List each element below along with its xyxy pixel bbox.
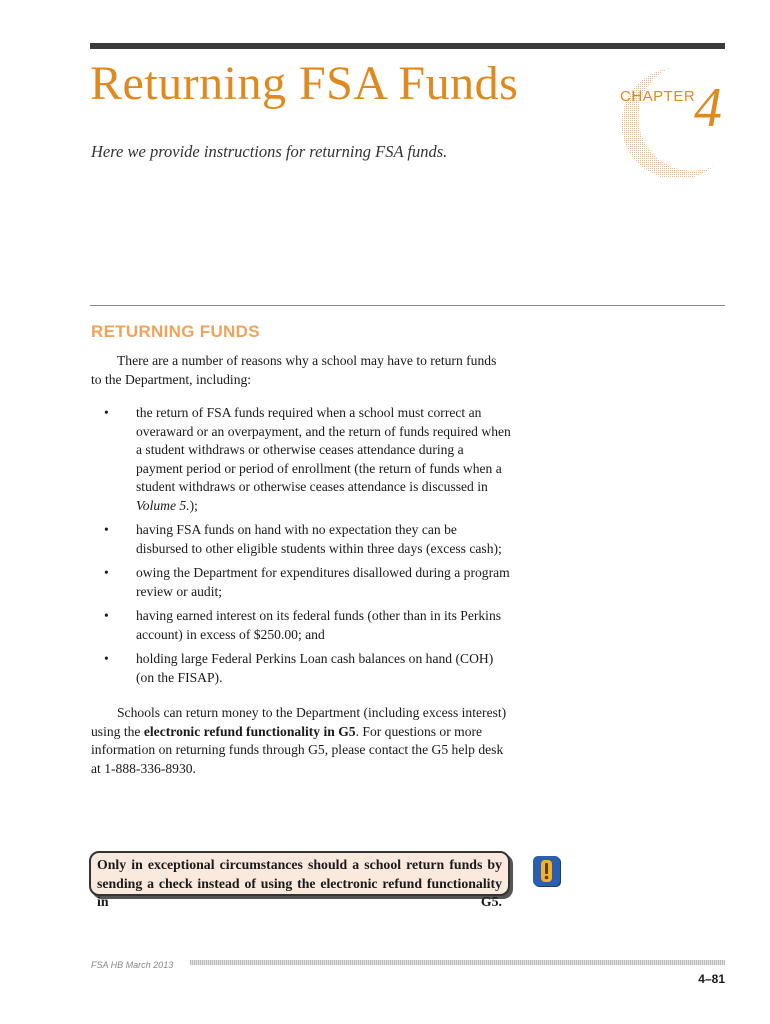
g5-refund-reference: electronic refund functionality in G5: [143, 723, 356, 739]
chapter-label: CHAPTER: [620, 88, 696, 105]
bullet-icon: •: [104, 405, 109, 420]
chapter-number: 4: [694, 77, 722, 139]
bullet-icon: •: [104, 651, 109, 666]
section-divider: [90, 305, 725, 306]
bullet-icon: •: [104, 522, 109, 537]
reasons-list: [91, 404, 511, 693]
page-title: Returning FSA Funds: [90, 57, 519, 110]
list-item: • having FSA funds on hand with no expectation they can be disbursed to other eligible students within three days (excess cash);: [104, 522, 502, 556]
list-item: • the return of FSA funds required when a school must correct an overaward or an overpayment, and the return of funds required when a student withdraws or otherwise ceases attendance during a payment period or period of enrollment (the return of funds when a student withdraws or otherwise ceases attendance is discussed in Volume 5.);: [104, 405, 511, 513]
volume-reference: Volume 5.: [136, 497, 190, 513]
list-item: • having earned interest on its federal funds (other than in its Perkins account) in excess of $250.00; and: [104, 608, 502, 642]
section-heading: RETURNING FUNDS: [91, 322, 260, 341]
footer-source: FSA HB March 2013: [91, 960, 174, 970]
footer-bar: [190, 960, 725, 965]
exclamation-icon: [533, 856, 560, 886]
page-subtitle: Here we provide instructions for returning FSA funds.: [91, 142, 448, 161]
page-number: 4–81: [698, 972, 725, 986]
list-item: • holding large Federal Perkins Loan cash balances on hand (COH) (on the FISAP).: [104, 651, 494, 685]
list-item: • owing the Department for expenditures disallowed during a program review or audit;: [104, 565, 510, 599]
top-rule: [90, 43, 725, 49]
bullet-icon: •: [104, 608, 109, 623]
bullet-icon: •: [104, 565, 109, 580]
intro-paragraph: There are a number of reasons why a school may have to return funds to the Department, including:: [91, 353, 497, 387]
warning-callout: Only in exceptional circumstances should a school return funds by sending a check instead of using the electronic refund functionality in G5.: [89, 851, 510, 896]
closing-paragraph: Schools can return money to the Department (including excess interest) using the electronic refund functionality in G5. For questions or more information on returning funds through G5, please contact the G5 help desk at 1-888-336-8930.: [91, 705, 507, 776]
